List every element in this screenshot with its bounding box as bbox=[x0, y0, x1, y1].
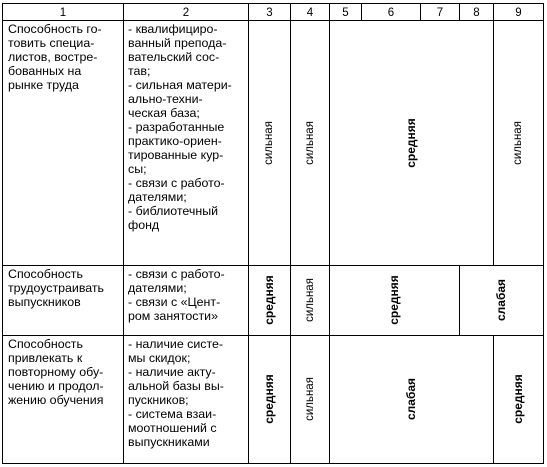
header-col-6: 6 bbox=[387, 7, 395, 19]
rule-col2 bbox=[248, 3, 249, 464]
row1-factor: Способность го- товить специа- листов, востре- бованных на рынке труда bbox=[8, 22, 102, 92]
row1-details: - квалифициро- ванный препода- вательский сос- тав; - сильная матери- ально-техни- ческая база; - разработанные практико-ориен- тированные кур- сы; - связи с работо- дателями; - библиотечный фонд bbox=[128, 22, 232, 232]
row1-rating-col5-8: средняя bbox=[404, 118, 418, 168]
row2-rating-col3: средняя bbox=[262, 275, 276, 325]
row1-rating-col9: сильная bbox=[512, 121, 524, 165]
rule-row1-bottom bbox=[2, 265, 544, 266]
row3-rating-col5-8: слабая bbox=[404, 377, 418, 421]
rule-col3 bbox=[290, 3, 291, 464]
header-col-8: 8 bbox=[473, 7, 480, 19]
rule-bottom bbox=[2, 463, 544, 464]
row2-rating-col8-9: слабая bbox=[494, 278, 508, 322]
competitive-analysis-table bbox=[2, 3, 544, 464]
rule-right bbox=[543, 3, 544, 464]
rule-col8-header bbox=[493, 3, 494, 266]
row2-rating-col5-7: средняя bbox=[387, 275, 401, 325]
header-col-4: 4 bbox=[306, 7, 314, 19]
rule-top bbox=[2, 3, 544, 4]
row2-details: - связи с работо- дателями; - связи с «Цент- ром занятости» bbox=[128, 267, 225, 323]
header-col-5: 5 bbox=[342, 7, 349, 19]
rule-col4 bbox=[329, 3, 330, 464]
row2-factor: Способность трудоустраивать выпускников bbox=[8, 267, 105, 309]
header-col-2: 2 bbox=[182, 7, 190, 19]
header-col-3: 3 bbox=[266, 7, 273, 19]
rule-left bbox=[2, 3, 3, 464]
row1-rating-col4: сильная bbox=[304, 121, 316, 165]
header-col-1: 1 bbox=[59, 7, 67, 19]
row1-rating-col3: сильная bbox=[263, 121, 275, 165]
rule-col7-row2 bbox=[459, 265, 460, 336]
row3-rating-col9: средняя bbox=[511, 374, 525, 424]
rule-row2-bottom bbox=[2, 335, 544, 336]
rule-col8-row3 bbox=[493, 335, 494, 464]
header-col-9: 9 bbox=[515, 7, 522, 19]
header-col-7: 7 bbox=[436, 7, 444, 19]
row3-factor: Способность привлекать к повторному обу- чению и продол- жению обучения bbox=[8, 337, 104, 407]
row3-rating-col3: средняя bbox=[262, 374, 276, 424]
row3-details: - наличие систе- мы скидок; - наличие акту- альной базы вы- пускников; - система взаи- моотношений с выпускниками bbox=[128, 337, 224, 449]
row2-rating-col4: сильная bbox=[304, 278, 316, 322]
rule-header-bottom bbox=[2, 20, 544, 21]
row3-rating-col4: сильная bbox=[304, 377, 316, 421]
